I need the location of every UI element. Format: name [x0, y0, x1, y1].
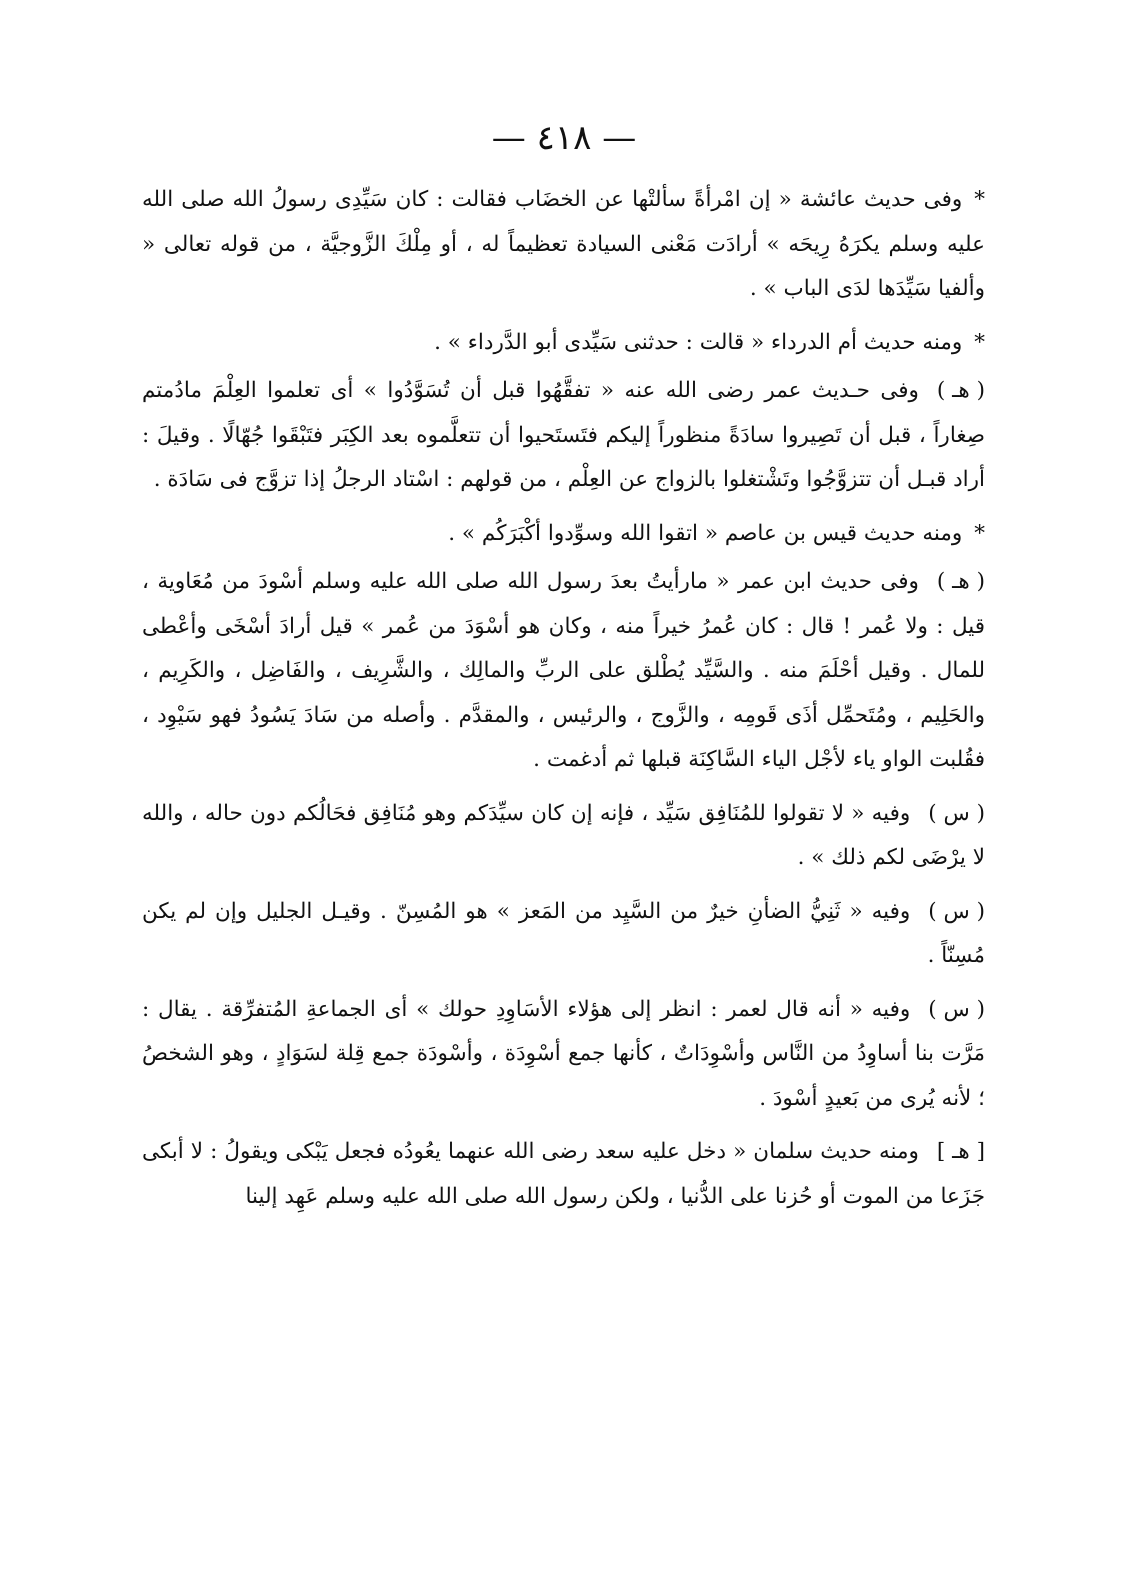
paragraph — [142, 560, 985, 783]
paragraph-marker: [ هـ ] — [936, 1139, 985, 1164]
paragraph-text: ومنه حديث أم الدرداء « قالت : حدثنى سَيِّدى أبو الدَّرداء » . — [434, 329, 963, 355]
paragraph-marker: ( س ) — [928, 800, 985, 826]
page-number: — ٤١٨ — — [491, 118, 637, 158]
paragraph-marker: ( هـ ) — [936, 569, 985, 594]
paragraph-text: ومنه حديث قيس بن عاصم « اتقوا الله وسوِّدوا أكْبَرَكُم » . — [448, 520, 963, 546]
paragraph-marker: ( س ) — [928, 898, 985, 924]
paragraph — [142, 1130, 985, 1219]
paragraph-text: وفى حديث ابن عمر « مارأيتُ بعدَ رسول الله صلى الله عليه وسلم أسْودَ من مُعَاوية ، قيل : ولا عُمر ! قال : كان عُمرُ خيراً منه ، وكان هو أسْوَدَ من عُمر » قيل أرادَ أسْخَى وأعْطى للمال . وقيل أحْلَمَ منه . والسَّيِّد يُطْلق على الربِّ والمالِك ، والشَّرِيف ، والفَاضِل ، والكَرِيم ، والحَلِيم ، ومُتَحمِّل أذَى قَومِه ، والزَّوج ، والرئيس ، والمقدَّم . وأصله من سَادَ يَسُودُ فهو سَيْوِد ، فقُلبت الواو ياء لأجْل الياء السَّاكِنَة قبلها ثم أدغمت . — [142, 569, 985, 772]
paragraph — [142, 512, 985, 557]
paragraph-marker: ( س ) — [928, 996, 985, 1022]
paragraph-text: وفيه « ثَنِيُّ الضأنِ خيرٌ من السَّيِد من المَعز » هو المُسِنّ . وقيـل الجليل وإن لم يكن مُسِنّاً . — [142, 898, 985, 968]
paragraph-text: وفيه « أنه قال لعمر : انظر إلى هؤلاء الأسَاوِدِ حولك » أى الجماعةِ المُتفرِّقة . يقال : مَرَّت بنا أساوِدُ من النَّاس وأسْوِدَاتٌ ، كأنها جمع أسْوِدَة ، وأسْودَة جمع قِلة لسَوَادٍ ، وهو الشخصُ ؛ لأنه يُرى من بَعيدٍ أسْودَ . — [142, 996, 985, 1111]
paragraph-marker: ( هـ ) — [936, 378, 985, 403]
paragraph-text: وفى حـديث عمر رضى الله عنه « تفقَّهُوا قبل أن تُسَوَّدُوا » أى تعلموا العِلْمَ مادُمتم صِغاراً ، قبل أن تَصِيروا سادَةً منظوراً إليكم فتَستَحيوا أن تتعلَّموه بعد الكِبَر فتَبْقَوا جُهّالًا . وقيلَ : أراد قبـل أن تتزوَّجُوا وتَشْتغلوا بالزواج عن العِلْم ، من قولهم : اسْتاد الرجلُ إذا تزوَّج فى سَادَة . — [142, 378, 985, 492]
paragraph — [142, 178, 985, 312]
paragraph — [142, 369, 985, 503]
paragraph — [142, 792, 985, 881]
paragraph-text: وفى حديث عائشة « إن امْرأةً سألتْها عن الخضَاب فقالت : كان سَيِّدِى رسولُ الله صلى الله عليه وسلم يكرَهُ رِيحَه » أرادَت مَعْنى السيادة تعظيماً له ، أو مِلْكَ الزَّوجيَّة ، من قوله تعالى « وألفيا سَيِّدَها لدَى الباب » . — [142, 187, 985, 301]
paragraph — [142, 988, 985, 1122]
paragraph — [142, 321, 985, 366]
page-body — [142, 178, 985, 1228]
paragraph-text: وفيه « لا تقولوا للمُنَافِق سَيِّد ، فإنه إن كان سيِّدَكم وهو مُنَافِق فحَالُكم دون حاله ، والله لا يرْضَى لكم ذلك » . — [142, 800, 985, 870]
paragraph-marker: * — [974, 329, 985, 355]
paragraph — [142, 890, 985, 979]
paragraph-text: ومنه حديث سلمان « دخل عليه سعد رضى الله عنهما يعُودُه فجعل يَبْكى ويقولُ : لا أبكى جَزَعا من الموت أو حُزنا على الدُّنيا ، ولكن رسول الله صلى الله عليه وسلم عَهِد إلينا — [142, 1139, 985, 1209]
paragraph-marker: * — [974, 520, 985, 546]
paragraph-marker: * — [974, 187, 985, 212]
